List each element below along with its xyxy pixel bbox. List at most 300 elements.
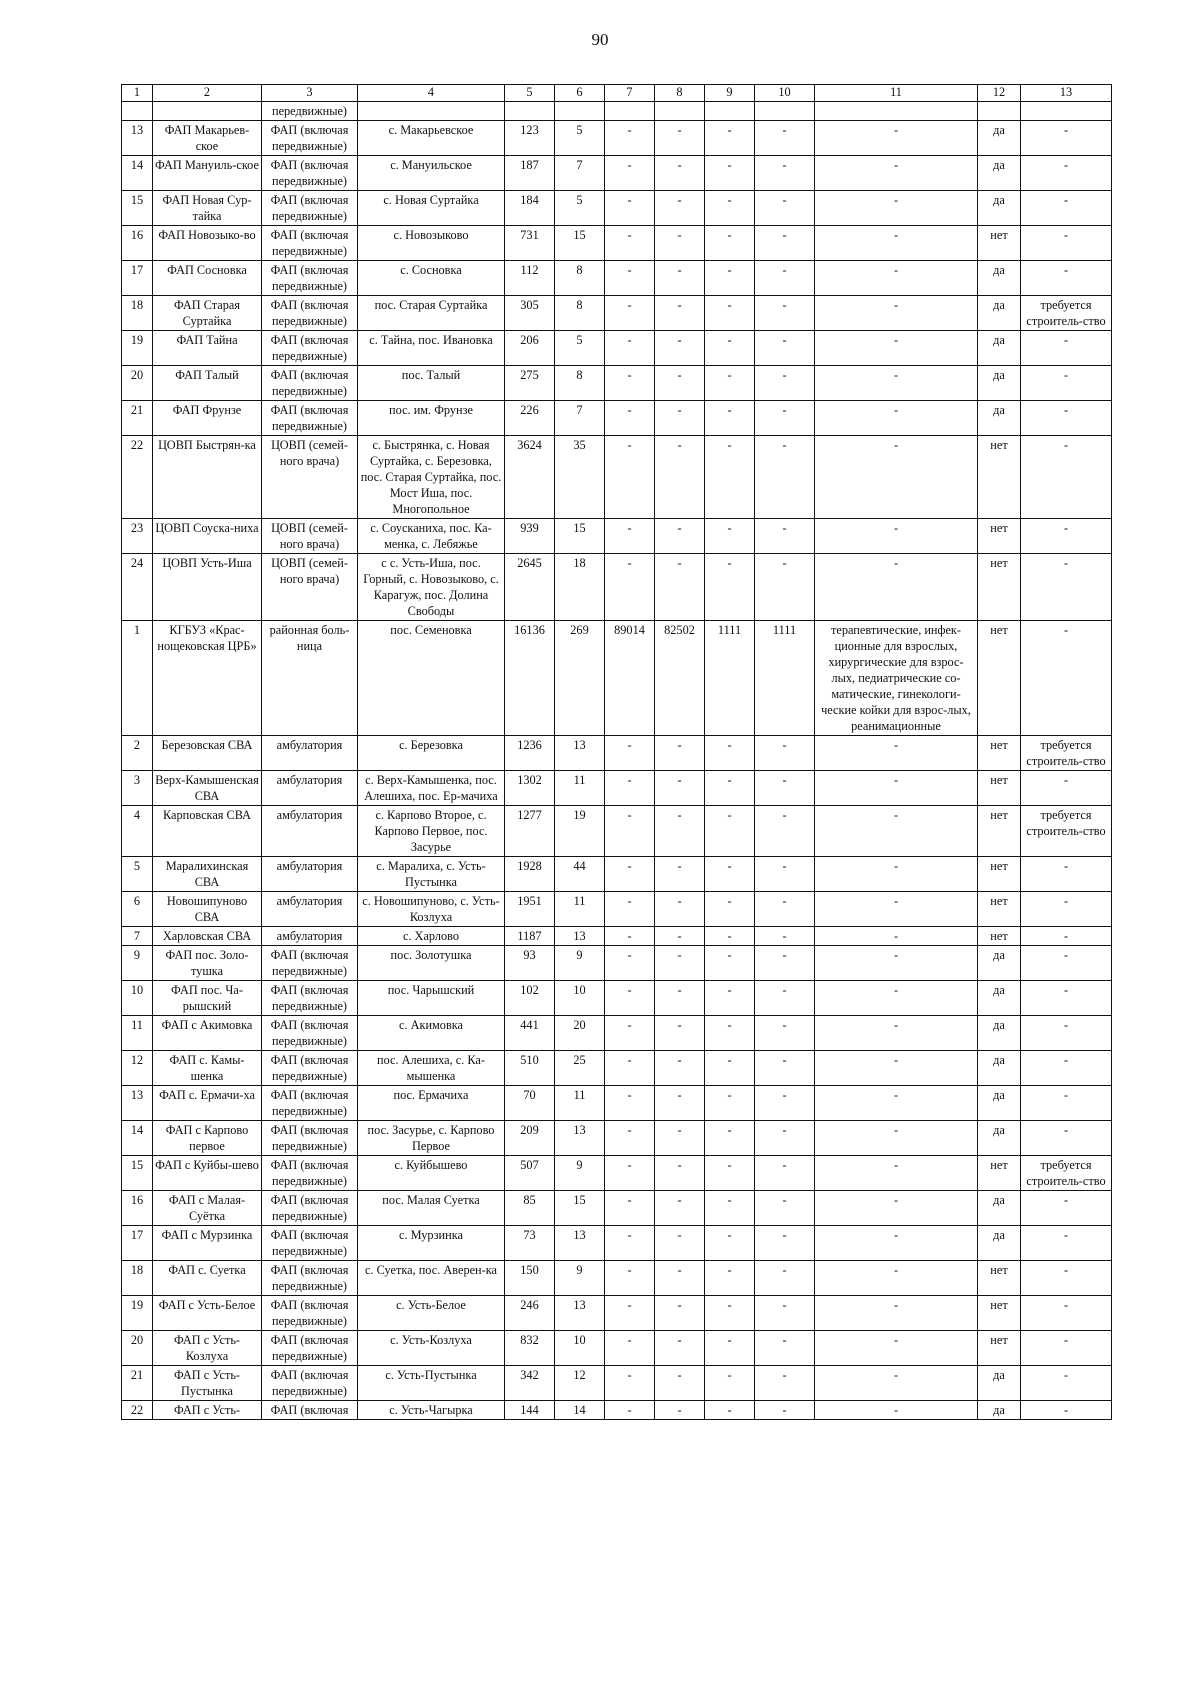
- table-cell: -: [1021, 857, 1112, 892]
- table-cell: -: [605, 366, 655, 401]
- table-cell: -: [655, 1086, 705, 1121]
- table-cell: ЦОВП Усть-Иша: [153, 554, 262, 621]
- table-cell: -: [705, 1016, 755, 1051]
- table-cell: -: [705, 1331, 755, 1366]
- table-cell: ФАП (включая передвижные): [262, 1156, 358, 1191]
- table-cell: -: [705, 121, 755, 156]
- table-cell: -: [605, 121, 655, 156]
- table-cell: -: [705, 554, 755, 621]
- table-cell: 18: [555, 554, 605, 621]
- table-cell: -: [755, 1016, 815, 1051]
- table-cell: ФАП пос. Ча-рышский: [153, 981, 262, 1016]
- table-cell: ФАП Старая Суртайка: [153, 296, 262, 331]
- table-cell: -: [755, 401, 815, 436]
- table-cell: -: [705, 1226, 755, 1261]
- table-cell: 144: [505, 1401, 555, 1420]
- table-cell: -: [605, 156, 655, 191]
- table-row: [122, 1156, 1112, 1191]
- table-row: [122, 1366, 1112, 1401]
- table-cell: 5: [555, 331, 605, 366]
- table-cell: 73: [505, 1226, 555, 1261]
- table-cell: 1: [122, 621, 153, 736]
- table-cell: -: [655, 892, 705, 927]
- table-cell: [705, 102, 755, 121]
- table-cell: -: [1021, 946, 1112, 981]
- table-cell: -: [815, 1331, 978, 1366]
- table-cell: -: [655, 331, 705, 366]
- table-cell: 123: [505, 121, 555, 156]
- table-cell: -: [605, 1051, 655, 1086]
- table-cell: -: [605, 519, 655, 554]
- table-cell: 5: [122, 857, 153, 892]
- table-cell: нет: [978, 927, 1021, 946]
- table-cell: пос. Семеновка: [358, 621, 505, 736]
- table-row: [122, 121, 1112, 156]
- table-cell: да: [978, 331, 1021, 366]
- table-cell: ФАП с. Камы-шенка: [153, 1051, 262, 1086]
- table-cell: Маралихинская СВА: [153, 857, 262, 892]
- table-row: [122, 736, 1112, 771]
- table-cell: нет: [978, 771, 1021, 806]
- table-cell: -: [655, 946, 705, 981]
- table-cell: да: [978, 1226, 1021, 1261]
- table-cell: 21: [122, 401, 153, 436]
- table-cell: -: [655, 1016, 705, 1051]
- table-cell: пос. Золотушка: [358, 946, 505, 981]
- table-cell: 507: [505, 1156, 555, 1191]
- table-cell: [978, 102, 1021, 121]
- column-header: 9: [705, 85, 755, 102]
- table-cell: 1111: [755, 621, 815, 736]
- table-cell: -: [655, 554, 705, 621]
- table-cell: с. Усть-Белое: [358, 1296, 505, 1331]
- table-cell: 102: [505, 981, 555, 1016]
- table-cell: -: [1021, 331, 1112, 366]
- table-cell: ЦОВП (семей-ного врача): [262, 519, 358, 554]
- table-cell: да: [978, 401, 1021, 436]
- table-cell: ФАП с Карпово первое: [153, 1121, 262, 1156]
- table-cell: -: [605, 892, 655, 927]
- table-cell: 85: [505, 1191, 555, 1226]
- table-cell: КГБУЗ «Крас-нощековская ЦРБ»: [153, 621, 262, 736]
- table-cell: да: [978, 1191, 1021, 1226]
- table-cell: ФАП Фрунзе: [153, 401, 262, 436]
- table-cell: да: [978, 1086, 1021, 1121]
- table-cell: 3: [122, 771, 153, 806]
- table-row: [122, 1191, 1112, 1226]
- table-cell: с. Куйбышево: [358, 1156, 505, 1191]
- table-cell: -: [705, 261, 755, 296]
- table-cell: -: [815, 1261, 978, 1296]
- table-cell: ФАП (включая передвижные): [262, 1086, 358, 1121]
- table-cell: -: [705, 1156, 755, 1191]
- table-cell: с. Карпово Второе, с. Карпово Первое, пос. Засурье: [358, 806, 505, 857]
- table-cell: терапевтические, инфек-ционные для взрослых, хирургические для взрос-лых, педиатрические со-матические, гинекологи-ческие койки для взрос-лых, реанимационные: [815, 621, 978, 736]
- table-cell: требуется строитель-ство: [1021, 736, 1112, 771]
- table-cell: 11: [122, 1016, 153, 1051]
- table-cell: -: [605, 331, 655, 366]
- table-cell: -: [755, 771, 815, 806]
- table-cell: -: [605, 771, 655, 806]
- table-cell: 13: [122, 121, 153, 156]
- table-cell: 15: [555, 1191, 605, 1226]
- table-cell: -: [1021, 1226, 1112, 1261]
- table-cell: -: [755, 806, 815, 857]
- table-cell: -: [605, 226, 655, 261]
- table-cell: 89014: [605, 621, 655, 736]
- table-cell: ФАП (включая передвижные): [262, 1366, 358, 1401]
- table-cell: 4: [122, 806, 153, 857]
- table-cell: 35: [555, 436, 605, 519]
- table-cell: 510: [505, 1051, 555, 1086]
- table-cell: -: [705, 191, 755, 226]
- table-cell: -: [815, 1226, 978, 1261]
- table-cell: -: [815, 1401, 978, 1420]
- table-cell: 7: [122, 927, 153, 946]
- table-cell: 1928: [505, 857, 555, 892]
- table-cell: -: [755, 1156, 815, 1191]
- table-cell: -: [705, 1366, 755, 1401]
- table-cell: амбулатория: [262, 892, 358, 927]
- table-cell: -: [815, 736, 978, 771]
- table-cell: 15: [555, 226, 605, 261]
- table-cell: да: [978, 366, 1021, 401]
- table-cell: -: [815, 226, 978, 261]
- table-cell: амбулатория: [262, 857, 358, 892]
- table-row: [122, 226, 1112, 261]
- table-cell: ФАП (включая передвижные): [262, 226, 358, 261]
- table-cell: Березовская СВА: [153, 736, 262, 771]
- table-cell: -: [705, 366, 755, 401]
- table-cell: с. Суетка, пос. Аверен-ка: [358, 1261, 505, 1296]
- table-cell: ЦОВП Быстрян-ка: [153, 436, 262, 519]
- table-cell: 70: [505, 1086, 555, 1121]
- table-cell: -: [1021, 1086, 1112, 1121]
- table-cell: -: [755, 519, 815, 554]
- table-cell: с. Усть-Пустынка: [358, 1366, 505, 1401]
- table-cell: нет: [978, 892, 1021, 927]
- table-cell: 441: [505, 1016, 555, 1051]
- table-cell: [755, 102, 815, 121]
- table-cell: 9: [555, 946, 605, 981]
- table-cell: -: [655, 1191, 705, 1226]
- table-cell: -: [815, 806, 978, 857]
- table-cell: 7: [555, 156, 605, 191]
- table-cell: -: [705, 1191, 755, 1226]
- table-cell: -: [705, 1296, 755, 1331]
- table-cell: -: [815, 156, 978, 191]
- table-row: [122, 981, 1112, 1016]
- table-cell: -: [815, 366, 978, 401]
- table-cell: ФАП (включая передвижные): [262, 1191, 358, 1226]
- table-cell: -: [655, 366, 705, 401]
- table-cell: с. Мурзинка: [358, 1226, 505, 1261]
- table-cell: -: [755, 226, 815, 261]
- table-cell: 14: [555, 1401, 605, 1420]
- table-cell: -: [655, 1331, 705, 1366]
- table-cell: -: [655, 981, 705, 1016]
- table-cell: -: [605, 1261, 655, 1296]
- table-cell: да: [978, 1366, 1021, 1401]
- table-cell: -: [605, 436, 655, 519]
- table-cell: -: [705, 1261, 755, 1296]
- table-cell: ФАП Новая Сур-тайка: [153, 191, 262, 226]
- table-cell: -: [755, 1191, 815, 1226]
- table-cell: -: [815, 771, 978, 806]
- table-cell: -: [705, 927, 755, 946]
- table-cell: да: [978, 981, 1021, 1016]
- table-cell: ФАП (включая передвижные): [262, 1051, 358, 1086]
- table-cell: -: [755, 261, 815, 296]
- table-cell: 22: [122, 1401, 153, 1420]
- table-row: [122, 401, 1112, 436]
- page-number: 90: [591, 30, 609, 49]
- table-cell: 1951: [505, 892, 555, 927]
- table-cell: ФАП (включая передвижные): [262, 1121, 358, 1156]
- table-cell: -: [655, 296, 705, 331]
- table-cell: -: [655, 156, 705, 191]
- table-cell: ФАП (включая передвижные): [262, 1261, 358, 1296]
- table-cell: -: [1021, 1051, 1112, 1086]
- table-cell: Харловская СВА: [153, 927, 262, 946]
- table-cell: нет: [978, 1296, 1021, 1331]
- table-cell: с. Новозыково: [358, 226, 505, 261]
- table-cell: пос. Талый: [358, 366, 505, 401]
- table-cell: нет: [978, 736, 1021, 771]
- table-cell: ФАП Тайна: [153, 331, 262, 366]
- table-cell: [815, 102, 978, 121]
- table-cell: -: [815, 331, 978, 366]
- table-cell: да: [978, 946, 1021, 981]
- table-cell: амбулатория: [262, 771, 358, 806]
- table-cell: 12: [122, 1051, 153, 1086]
- table-cell: -: [1021, 1191, 1112, 1226]
- column-header: 7: [605, 85, 655, 102]
- column-header: 2: [153, 85, 262, 102]
- table-cell: амбулатория: [262, 736, 358, 771]
- table-cell: -: [605, 1226, 655, 1261]
- table-cell: ФАП (включая передвижные): [262, 1331, 358, 1366]
- table-cell: -: [1021, 261, 1112, 296]
- table-cell: ФАП (включая передвижные): [262, 331, 358, 366]
- table-cell: -: [705, 771, 755, 806]
- table-cell: ФАП (включая передвижные): [262, 191, 358, 226]
- table-cell: -: [705, 226, 755, 261]
- table-cell: пос. Засурье, с. Карпово Первое: [358, 1121, 505, 1156]
- table-row: [122, 771, 1112, 806]
- table-cell: 21: [122, 1366, 153, 1401]
- table-cell: да: [978, 1401, 1021, 1420]
- table-cell: -: [815, 121, 978, 156]
- table-cell: да: [978, 121, 1021, 156]
- table-cell: 1236: [505, 736, 555, 771]
- table-cell: 82502: [655, 621, 705, 736]
- table-cell: -: [655, 927, 705, 946]
- table-cell: -: [815, 519, 978, 554]
- table-cell: 2: [122, 736, 153, 771]
- table-cell: да: [978, 261, 1021, 296]
- table-cell: -: [1021, 366, 1112, 401]
- table-cell: -: [1021, 519, 1112, 554]
- table-cell: 150: [505, 1261, 555, 1296]
- table-cell: ФАП с. Суетка: [153, 1261, 262, 1296]
- table-row: [122, 621, 1112, 736]
- table-cell: 24: [122, 554, 153, 621]
- table-cell: -: [655, 1401, 705, 1420]
- table-cell: ФАП Талый: [153, 366, 262, 401]
- table-cell: Новошипуново СВА: [153, 892, 262, 927]
- table-cell: -: [705, 1051, 755, 1086]
- table-cell: с. Макарьевское: [358, 121, 505, 156]
- table-cell: нет: [978, 621, 1021, 736]
- table-cell: -: [755, 1331, 815, 1366]
- table-cell: -: [605, 1331, 655, 1366]
- table-cell: -: [655, 806, 705, 857]
- table-cell: да: [978, 1016, 1021, 1051]
- table-cell: -: [815, 401, 978, 436]
- table-cell: 8: [555, 261, 605, 296]
- table-cell: ФАП Мануиль-ское: [153, 156, 262, 191]
- table-cell: -: [705, 946, 755, 981]
- table-cell: -: [1021, 1016, 1112, 1051]
- table-cell: -: [655, 857, 705, 892]
- table-cell: 1277: [505, 806, 555, 857]
- table-cell: районная боль-ница: [262, 621, 358, 736]
- table-row: [122, 554, 1112, 621]
- table-cell: 18: [122, 1261, 153, 1296]
- table-cell: 14: [122, 1121, 153, 1156]
- table-cell: нет: [978, 1156, 1021, 1191]
- table-cell: пос. им. Фрунзе: [358, 401, 505, 436]
- table-cell: -: [705, 857, 755, 892]
- table-cell: 8: [555, 366, 605, 401]
- table-cell: 206: [505, 331, 555, 366]
- table-cell: 246: [505, 1296, 555, 1331]
- table-cell: -: [605, 1191, 655, 1226]
- table-cell: -: [605, 981, 655, 1016]
- table-cell: Карповская СВА: [153, 806, 262, 857]
- table-cell: -: [1021, 1331, 1112, 1366]
- table-cell: ФАП с Усть-Белое: [153, 1296, 262, 1331]
- table-cell: да: [978, 296, 1021, 331]
- table-cell: -: [1021, 1261, 1112, 1296]
- table-cell: -: [605, 191, 655, 226]
- column-header: 12: [978, 85, 1021, 102]
- table-cell: 112: [505, 261, 555, 296]
- table-cell: нет: [978, 1261, 1021, 1296]
- table-cell: -: [815, 1051, 978, 1086]
- table-cell: 11: [555, 1086, 605, 1121]
- column-header: 1: [122, 85, 153, 102]
- table-cell: -: [705, 892, 755, 927]
- table-cell: 10: [555, 1331, 605, 1366]
- table-cell: -: [815, 1121, 978, 1156]
- table-cell: с. Березовка: [358, 736, 505, 771]
- column-header: 6: [555, 85, 605, 102]
- table-cell: нет: [978, 1331, 1021, 1366]
- column-header: 3: [262, 85, 358, 102]
- table-cell: 226: [505, 401, 555, 436]
- table-cell: нет: [978, 226, 1021, 261]
- table-cell: 13: [555, 1296, 605, 1331]
- table-cell: с с. Усть-Иша, пос. Горный, с. Новозыково, с. Карагуж, пос. Долина Свободы: [358, 554, 505, 621]
- table-cell: -: [1021, 927, 1112, 946]
- table-cell: 16136: [505, 621, 555, 736]
- table-cell: -: [705, 519, 755, 554]
- table-cell: -: [655, 191, 705, 226]
- table-row: [122, 806, 1112, 857]
- table-cell: -: [705, 1401, 755, 1420]
- table-cell: 1187: [505, 927, 555, 946]
- table-row: [122, 892, 1112, 927]
- table-cell: с. Соусканиха, пос. Ка-менка, с. Лебяжье: [358, 519, 505, 554]
- table-cell: -: [705, 296, 755, 331]
- table-cell: да: [978, 1051, 1021, 1086]
- table-cell: 9: [555, 1261, 605, 1296]
- table-cell: [555, 102, 605, 121]
- table-cell: с. Акимовка: [358, 1016, 505, 1051]
- column-header: 10: [755, 85, 815, 102]
- table-cell: -: [705, 156, 755, 191]
- table-cell: -: [755, 1121, 815, 1156]
- table-cell: -: [605, 927, 655, 946]
- table-row: [122, 1401, 1112, 1420]
- table-cell: -: [755, 366, 815, 401]
- table-cell: -: [605, 1401, 655, 1420]
- continuation-row: [122, 102, 1112, 121]
- table-cell: -: [755, 892, 815, 927]
- table-cell: -: [815, 981, 978, 1016]
- table-cell: [505, 102, 555, 121]
- table-cell: ФАП с Мурзинка: [153, 1226, 262, 1261]
- table-cell: ЦОВП (семей-ного врача): [262, 554, 358, 621]
- table-row: [122, 1296, 1112, 1331]
- table-cell: с. Усть-Чагырка: [358, 1401, 505, 1420]
- table-cell: нет: [978, 857, 1021, 892]
- table-cell: Верх-Камышенская СВА: [153, 771, 262, 806]
- table-cell: -: [605, 401, 655, 436]
- table-cell: -: [705, 436, 755, 519]
- table-cell: ФАП (включая передвижные): [262, 121, 358, 156]
- table-row: [122, 436, 1112, 519]
- table-cell: -: [1021, 1366, 1112, 1401]
- table-cell: ФАП (включая: [262, 1401, 358, 1420]
- table-cell: -: [815, 554, 978, 621]
- table-cell: ФАП (включая передвижные): [262, 401, 358, 436]
- header-row: [122, 85, 1112, 102]
- table-cell: 939: [505, 519, 555, 554]
- table-cell: нет: [978, 554, 1021, 621]
- table-cell: 9: [122, 946, 153, 981]
- table-cell: -: [755, 156, 815, 191]
- table-cell: да: [978, 156, 1021, 191]
- table-cell: нет: [978, 806, 1021, 857]
- table-cell: 731: [505, 226, 555, 261]
- table-cell: -: [1021, 621, 1112, 736]
- table-cell: -: [655, 771, 705, 806]
- table-cell: 18: [122, 296, 153, 331]
- table-cell: 25: [555, 1051, 605, 1086]
- table-cell: -: [605, 806, 655, 857]
- table-cell: 16: [122, 226, 153, 261]
- table-cell: пос. Старая Суртайка: [358, 296, 505, 331]
- table-cell: 184: [505, 191, 555, 226]
- table-cell: ФАП с Усть-: [153, 1401, 262, 1420]
- table-cell: ФАП с Малая-Суётка: [153, 1191, 262, 1226]
- table-row: [122, 366, 1112, 401]
- table-cell: 7: [555, 401, 605, 436]
- table-cell: -: [815, 927, 978, 946]
